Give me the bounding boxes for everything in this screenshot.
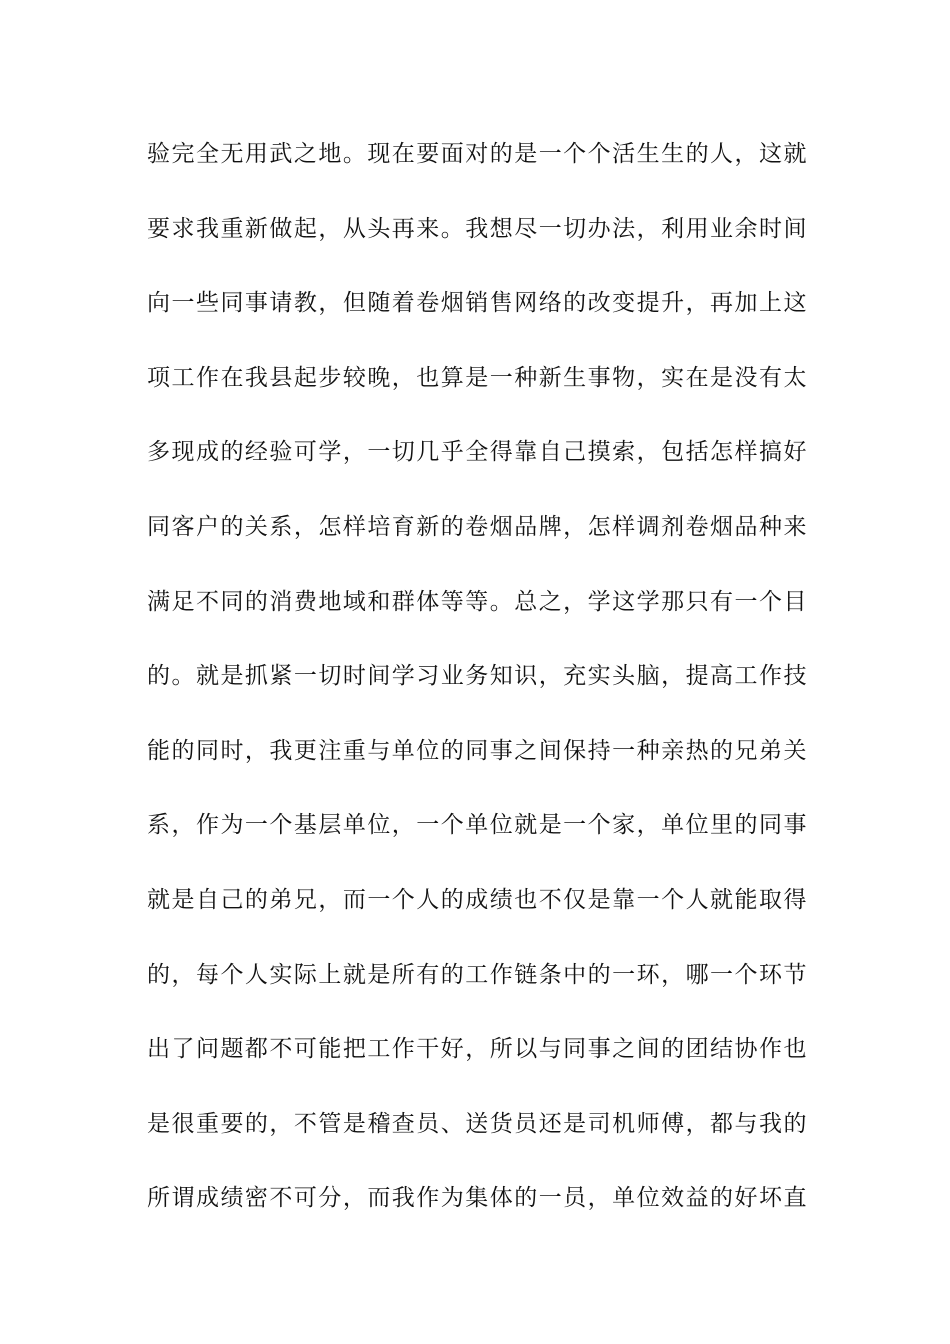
text-line: 要求我重新做起，从头再来。我想尽一切办法，利用业余时间 (147, 215, 807, 242)
text-line: 满足不同的消费地域和群体等等。总之，学这学那只有一个目 (147, 588, 807, 615)
text-line: 验完全无用武之地。现在要面对的是一个个活生生的人，这就 (147, 141, 807, 167)
text-line: 是很重要的，不管是稽查员、送货员还是司机师傅，都与我的 (147, 1110, 807, 1137)
text-line: 能的同时，我更注重与单位的同事之间保持一种亲热的兄弟关 (147, 737, 807, 764)
text-line: 项工作在我县起步较晚，也算是一种新生事物，实在是没有太 (147, 364, 807, 391)
text-line: 所谓成绩密不可分，而我作为集体的一员，单位效益的好坏直 (147, 1185, 807, 1212)
text-line: 多现成的经验可学，一切几乎全得靠自己摸索，包括怎样搞好 (147, 439, 807, 466)
body-text (147, 134, 807, 1253)
text-line: 同客户的关系，怎样培育新的卷烟品牌，怎样调剂卷烟品种来 (147, 513, 807, 540)
text-line: 的，每个人实际上就是所有的工作链条中的一环，哪一个环节 (147, 961, 807, 988)
text-line: 出了问题都不可能把工作干好，所以与同事之间的团结协作也 (147, 1036, 807, 1063)
text-line: 的。就是抓紧一切时间学习业务知识，充实头脑，提高工作技 (147, 663, 807, 690)
text-line: 就是自己的弟兄，而一个人的成绩也不仅是靠一个人就能取得 (147, 886, 807, 913)
text-line: 向一些同事请教，但随着卷烟销售网络的改变提升，再加上这 (147, 290, 807, 317)
text-line: 系，作为一个基层单位，一个单位就是一个家，单位里的同事 (147, 812, 807, 839)
